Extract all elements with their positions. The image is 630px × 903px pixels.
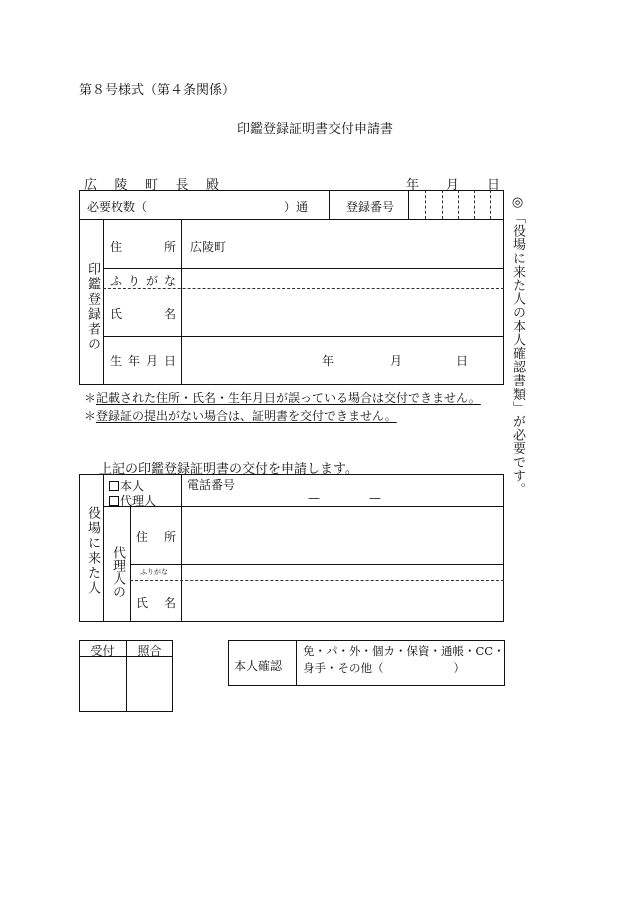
checkbox-proxy-box[interactable] xyxy=(109,496,119,506)
addressee: 広 陵 町 長 殿 xyxy=(84,178,219,193)
registrant-birthdate-input[interactable] xyxy=(184,339,500,382)
birth-year-label: 年 xyxy=(322,354,335,368)
proxy-address-input[interactable] xyxy=(184,509,500,562)
registrant-name-input[interactable] xyxy=(184,291,500,334)
registrant-address-input[interactable] xyxy=(208,222,500,266)
proxy-name-label: 氏 名 xyxy=(136,596,176,610)
side-note-id-documents: ◎「役場に来た人の本人確認書類」が必要です。 xyxy=(510,195,525,497)
note-registration-card: ＊登録証の提出がない場合は、証明書を交付できません。 xyxy=(84,409,397,423)
phone-input[interactable] xyxy=(184,489,500,504)
checkbox-proxy[interactable]: 代理人 xyxy=(109,492,156,509)
copies-suffix: ）通 xyxy=(284,200,309,214)
registrant-furigana-label: ふ り が な xyxy=(110,274,176,288)
registration-number-label: 登録番号 xyxy=(346,200,395,214)
copies-input[interactable] xyxy=(152,194,280,214)
proxy-name-input[interactable] xyxy=(184,583,500,619)
registrant-name-label: 氏 名 xyxy=(110,307,176,321)
received-label: 受付 xyxy=(90,644,115,658)
registrant-furigana-input[interactable] xyxy=(184,270,500,286)
proxy-address-label: 住 所 xyxy=(136,530,176,544)
date-day-label: 日 xyxy=(487,178,501,193)
copies-label: 必要枚数（ xyxy=(87,200,148,214)
checkbox-self[interactable]: 本人 xyxy=(109,477,144,494)
identity-other: 身手・その他（ ） xyxy=(303,661,465,675)
proxy-side-label: 代理人の xyxy=(110,546,125,598)
registrant-address-value: 広陵町 xyxy=(190,240,227,254)
checkbox-self-box[interactable] xyxy=(109,481,119,491)
visitor-side-label: 役場に来た人 xyxy=(85,506,100,596)
proxy-furigana-input[interactable] xyxy=(184,566,500,579)
request-statement: 上記の印鑑登録証明書の交付を申請します。 xyxy=(99,462,358,477)
note-address-mismatch: ＊記載された住所・氏名・生年月日が誤っている場合は交付できません。 xyxy=(84,391,481,405)
date-year-label: 年 xyxy=(406,178,420,193)
phone-label: 電話番号 xyxy=(187,478,236,492)
birth-day-label: 日 xyxy=(456,354,469,368)
identity-document-types: 免・パ・外・個カ・保資・通帳・CC・ xyxy=(303,644,505,658)
form-number: 第８号様式（第４条関係） xyxy=(79,83,236,98)
phone-separator-1: — xyxy=(308,491,320,505)
checked-label: 照合 xyxy=(137,644,162,658)
registrant-address-label: 住 所 xyxy=(110,240,176,254)
birth-month-label: 月 xyxy=(390,354,403,368)
registration-number-input[interactable] xyxy=(410,192,502,217)
registrant-birthdate-label: 生 年 月 日 xyxy=(110,354,176,368)
date-month-label: 月 xyxy=(446,178,460,193)
proxy-furigana-label: ふりがな xyxy=(140,568,168,576)
phone-separator-2: — xyxy=(369,491,381,505)
form-title: 印鑑登録証明書交付申請書 xyxy=(236,122,393,137)
registrant-side-label: 印鑑登録者の xyxy=(85,262,100,352)
identity-check-label: 本人確認 xyxy=(234,659,283,673)
